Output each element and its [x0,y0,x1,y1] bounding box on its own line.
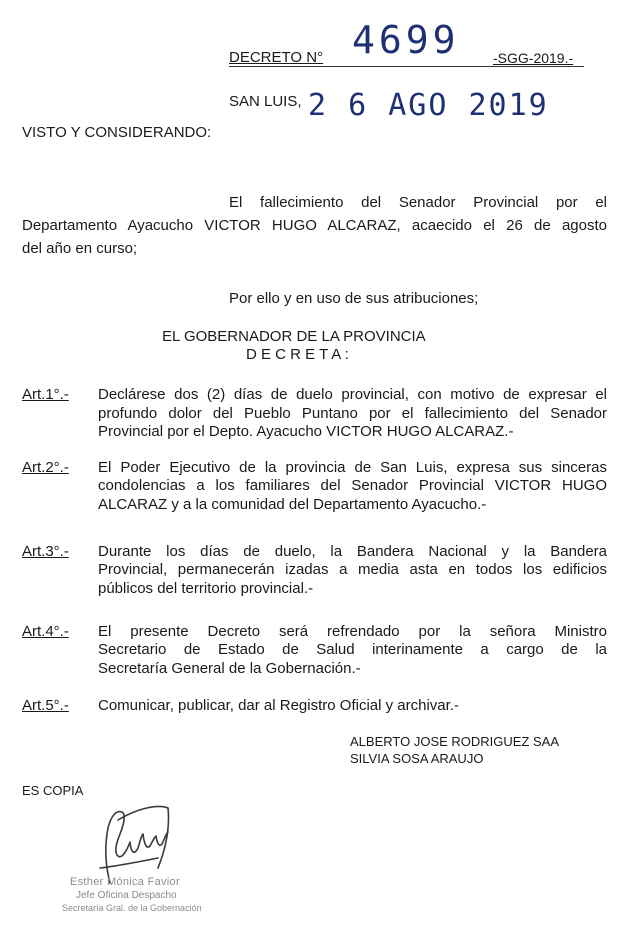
article-3-line: Durante los días de duelo, la Bandera Nacional y la Bandera [98,543,607,560]
article-5-label: Art.5°.- [22,697,69,714]
considerando-line-3: del año en curso; [22,240,138,257]
decreto-suffix: -SGG-2019.- [493,50,574,66]
stamp-office: Secretaría Gral. de la Gobernación [62,903,202,913]
article-1-line: profundo dolor del Pueblo Puntano por el fallecimiento del Senador [98,405,607,422]
stamp-title: Jefe Oficina Despacho [76,890,177,901]
article-4-line: Secretario de Estado de Salud interinamente a cargo de la [98,641,607,658]
article-1-line: Declárese dos (2) días de duelo provincial, con motivo de expresar el [98,386,607,403]
decreto-number: 4699 [352,18,460,62]
article-3-line: Provincial, permanecerán izadas a media asta en todos los edificios [98,561,607,578]
visto-heading: VISTO Y CONSIDERANDO: [22,124,212,141]
article-1-label: Art.1°.- [22,386,69,403]
signatory-2: SILVIA SOSA ARAUJO [350,751,484,766]
stamp-name: Esther Mónica Favior [70,876,180,888]
gobernador-heading: EL GOBERNADOR DE LA PROVINCIA [162,328,426,345]
considerando-line-2: Departamento Ayacucho VICTOR HUGO ALCARAZ, acaecido el 26 de agosto [22,217,607,234]
article-4-line: Secretaría General de la Gobernación.- [98,660,361,677]
article-5-line: Comunicar, publicar, dar al Registro Oficial y archivar.- [98,697,459,714]
handwritten-signature [88,798,198,888]
date-stamp: 2 6 AGO 2019 [308,88,549,123]
decreta-heading: D E C R E T A : [246,346,349,363]
considerando-line-1: El fallecimiento del Senador Provincial por el [229,194,607,211]
article-4-line: El presente Decreto será refrendado por la señora Ministro [98,623,607,640]
article-3-line: públicos del territorio provincial.- [98,580,314,597]
place-label: SAN LUIS, [229,93,302,110]
decreto-label: DECRETO N° [229,49,324,66]
article-2-line: ALCARAZ y a la comunidad del Departamento Ayacucho.- [98,496,487,513]
por-ello: Por ello y en uso de sus atribuciones; [229,290,479,307]
article-2-line: El Poder Ejecutivo de la provincia de San Luis, expresa sus sinceras [98,459,607,476]
article-3-label: Art.3°.- [22,543,69,560]
es-copia: ES COPIA [22,783,84,798]
signatory-1: ALBERTO JOSE RODRIGUEZ SAA [350,734,560,749]
article-1-line: Provincial por el Depto. Ayacucho VICTOR HUGO ALCARAZ.- [98,423,514,440]
article-2-line: condolencias a los familiares del Senador Provincial VICTOR HUGO [98,477,607,494]
decreto-underline [229,66,584,67]
article-4-label: Art.4°.- [22,623,69,640]
article-2-label: Art.2°.- [22,459,69,476]
